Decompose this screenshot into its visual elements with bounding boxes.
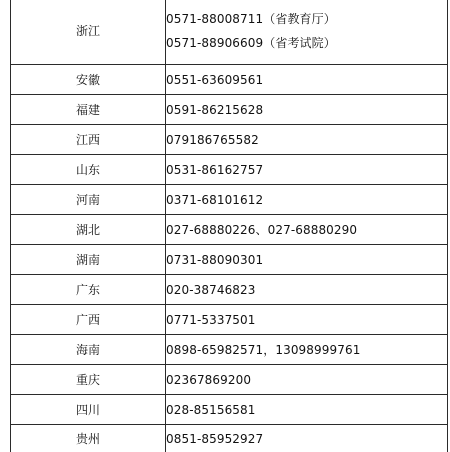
- phone-cell: 028-85156581: [166, 395, 448, 425]
- province-cell: 河南: [11, 185, 166, 215]
- table-row: [11, 185, 448, 215]
- phone-cell: 0731-88090301: [166, 245, 448, 275]
- phone-cell: 0551-63609561: [166, 65, 448, 95]
- province-cell: 浙江: [11, 0, 166, 65]
- province-cell: 江西: [11, 125, 166, 155]
- province-cell: 福建: [11, 95, 166, 125]
- table-row: [11, 275, 448, 305]
- province-cell: 贵州: [11, 425, 166, 452]
- phone-cell: 0371-68101612: [166, 185, 448, 215]
- phone-cell: 0591-86215628: [166, 95, 448, 125]
- table-row: [11, 95, 448, 125]
- table-row: [11, 305, 448, 335]
- province-cell: 海南: [11, 335, 166, 365]
- table-row: [11, 125, 448, 155]
- table-row: [11, 425, 448, 452]
- province-cell: 重庆: [11, 365, 166, 395]
- phone-number: 0571-88906609（省考试院）: [166, 35, 336, 50]
- table-row: [11, 215, 448, 245]
- phone-number: 0571-88008711（省教育厅）: [166, 11, 336, 26]
- phone-cell: 0531-86162757: [166, 155, 448, 185]
- phone-cell: 020-38746823: [166, 275, 448, 305]
- province-cell: 四川: [11, 395, 166, 425]
- contact-table: [10, 0, 448, 452]
- province-cell: 广东: [11, 275, 166, 305]
- province-cell: 山东: [11, 155, 166, 185]
- table-row: [11, 65, 448, 95]
- phone-cell: 027-68880226、027-68880290: [166, 215, 448, 245]
- province-cell: 湖北: [11, 215, 166, 245]
- table-row: [11, 155, 448, 185]
- province-cell: 广西: [11, 305, 166, 335]
- phone-cell: 0898-65982571，13098999761: [166, 335, 448, 365]
- province-cell: 安徽: [11, 65, 166, 95]
- table-row: [11, 335, 448, 365]
- province-cell: 湖南: [11, 245, 166, 275]
- phone-cell: 0771-5337501: [166, 305, 448, 335]
- table-row: [11, 365, 448, 395]
- phone-cell: 079186765582: [166, 125, 448, 155]
- phone-cell: 02367869200: [166, 365, 448, 395]
- table-row: [11, 395, 448, 425]
- phone-cell: [166, 0, 448, 65]
- table-row: [11, 245, 448, 275]
- table-row: [11, 0, 448, 65]
- phone-cell: 0851-85952927: [166, 425, 448, 452]
